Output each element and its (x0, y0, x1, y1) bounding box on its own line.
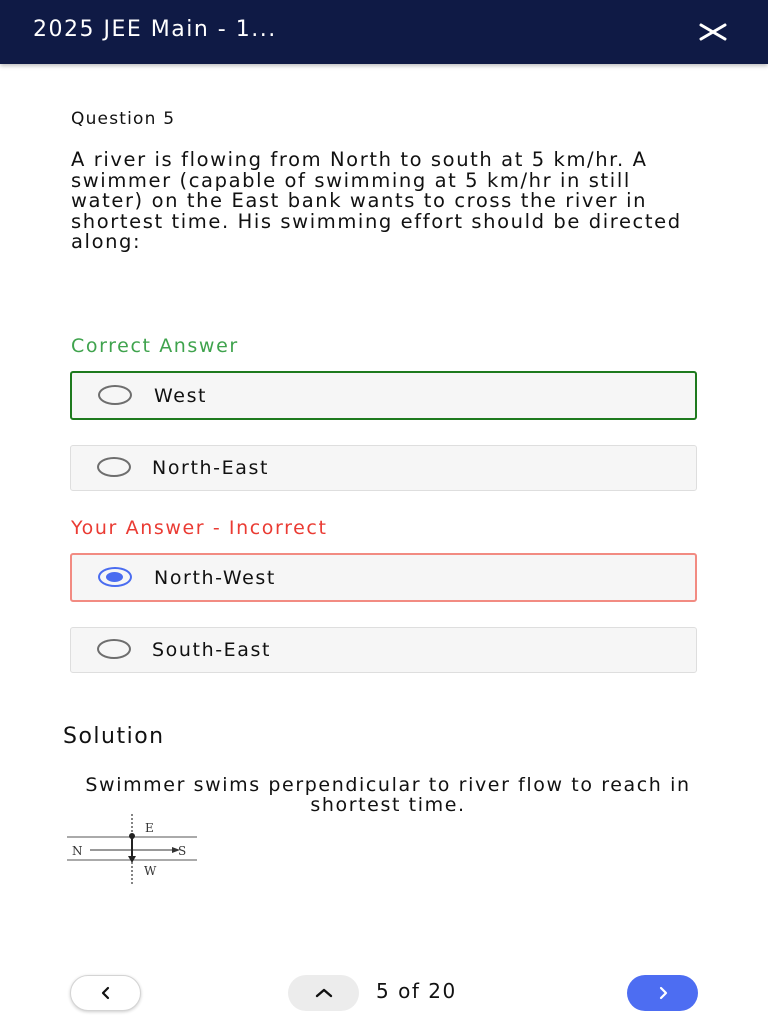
page-indicator: 5 of 20 (376, 979, 457, 1003)
close-icon (694, 16, 734, 48)
option-label: North-East (152, 457, 269, 479)
next-button[interactable] (627, 975, 698, 1011)
top-app-bar (0, 0, 768, 64)
option-north-west[interactable] (70, 553, 697, 602)
option-label: North-West (154, 566, 276, 589)
diagram-label-w: W (144, 864, 157, 878)
previous-button[interactable] (70, 975, 141, 1011)
correct-answer-label: Correct Answer (71, 335, 239, 357)
diagram-label-s: S (178, 844, 187, 858)
solution-text: Swimmer swims perpendicular to river flow to reach in shortest time. (85, 774, 691, 816)
river-direction-diagram (64, 812, 204, 888)
quiz-title: 2025 JEE Main - 1... (33, 17, 277, 42)
diagram-label-n: N (72, 844, 83, 858)
chevron-right-icon (655, 985, 671, 1001)
chevron-up-icon (314, 986, 334, 1000)
question-number: Question 5 (71, 109, 176, 129)
question-text: A river is flowing from North to south at 5 km/hr. A swimmer (capable of swimming at 5 km/hr in still water) on the East bank wants to cross the river in shortest time. His swimming effort should be directed along: (71, 148, 682, 253)
radio-unselected-icon (97, 639, 131, 659)
scroll-up-button[interactable] (288, 975, 359, 1011)
diagram-label-e: E (145, 821, 154, 835)
radio-selected-icon (98, 567, 132, 587)
option-south-east[interactable] (70, 627, 697, 673)
solution-title: Solution (63, 724, 165, 749)
chevron-left-icon (98, 985, 114, 1001)
radio-unselected-icon (98, 385, 132, 405)
radio-unselected-icon (97, 457, 131, 477)
option-west[interactable] (70, 371, 697, 420)
your-answer-label: Your Answer - Incorrect (71, 517, 328, 539)
option-north-east[interactable] (70, 445, 697, 491)
close-button[interactable] (694, 16, 734, 48)
option-label: West (154, 384, 208, 407)
option-label: South-East (152, 639, 272, 661)
